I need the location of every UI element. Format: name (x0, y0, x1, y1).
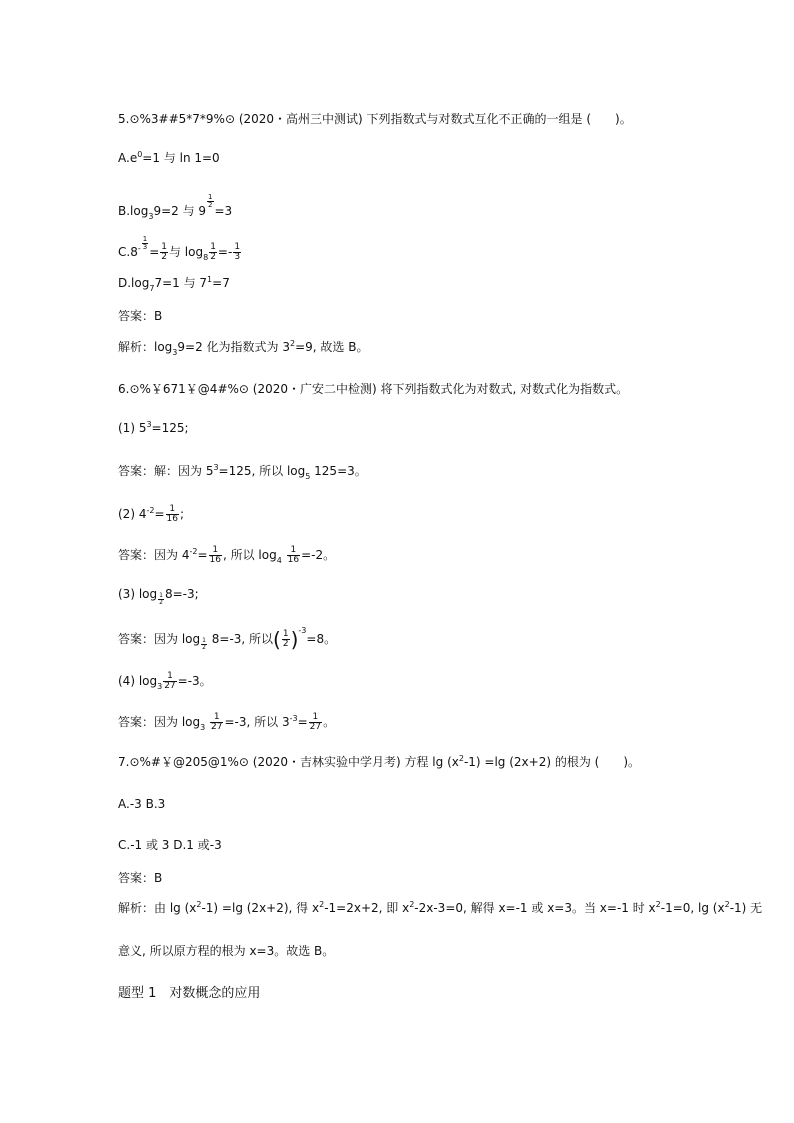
q5-expl-exp: 2 (289, 339, 296, 348)
q5-option-c-exp-fraction (142, 236, 148, 251)
denominator: 2 (202, 644, 206, 651)
q6-a4-fraction-1 (210, 713, 223, 732)
denominator: 27 (164, 681, 176, 691)
right-paren: ) (290, 627, 299, 652)
q5-option-d-text: D.log (118, 276, 150, 290)
q5-option-b (118, 194, 232, 219)
denominator: 2 (159, 599, 163, 606)
denominator: 16 (287, 555, 300, 565)
q6-a1-text: 答案：解：因为 5 (118, 464, 214, 478)
q5-option-c-exp-sign: - (137, 244, 141, 253)
q6-a4-eq: = (297, 715, 308, 729)
section-heading: 题型 1 对数概念的应用 (118, 986, 261, 1001)
q5-option-d-base: 7 (149, 284, 155, 293)
q6-a3-mid: 8=-3, 所以 (207, 632, 274, 646)
q5-option-b-base: 3 (148, 212, 154, 221)
q6-a2-fraction-2 (287, 546, 300, 565)
q5-option-c (118, 236, 242, 262)
q6-part-4 (118, 672, 212, 691)
q5-option-d-rest: =7 (212, 276, 230, 290)
q5-expl-mid: 9=2 化为指数式为 3 (177, 340, 290, 354)
q6-a4-mid: =-3, 所以 3 (224, 715, 290, 729)
q6-answer-3 (118, 626, 337, 652)
q5-option-a-rest: =1 与 ln 1=0 (142, 151, 220, 165)
numerator: 1 (166, 505, 179, 515)
q7-expl-exp-1: 2 (196, 900, 202, 909)
denominator: 2 (161, 252, 167, 262)
q7-expl-1: 解析：由 lg (x (118, 901, 197, 915)
numerator: 1 (208, 193, 213, 201)
q7-title-exp: 2 (458, 754, 464, 763)
q7-explanation-line-2: 意义, 所以原方程的根为 x=3。故选 B。 (118, 944, 335, 958)
q7-expl-7: -2x-3=0, 解得 x=-1 或 x=3。当 x=-1 时 x (414, 901, 656, 915)
q5-option-c-fraction-1 (160, 243, 168, 262)
q5-option-d-mid: 7=1 与 7 (154, 276, 208, 290)
q6-a4-fraction-2 (309, 713, 322, 732)
q7-options-ab: A.-3 B.3 (118, 797, 166, 811)
q6-a3-fraction (282, 630, 290, 649)
q6-p1-exp: 3 (146, 420, 152, 429)
q5-option-c-eq2: =- (217, 245, 233, 259)
q6-a4-exp: -3 (289, 714, 298, 723)
q5-option-c-mid: 与 log (168, 245, 204, 259)
q6-a2-eq: = (197, 548, 208, 562)
q7-expl-exp-4: 2 (655, 900, 661, 909)
q5-option-b-text: B.log (118, 204, 149, 218)
q7-expl-5: -1=2x+2, 即 x (324, 901, 410, 915)
q6-p1-rest: =125; (151, 421, 189, 435)
q6-a4-base: 3 (200, 723, 206, 732)
q6-a2-mid: , 所以 log (222, 548, 277, 562)
q6-p4-rest: =-3。 (177, 674, 212, 688)
q5-option-c-eq: = (149, 245, 160, 259)
left-paren: ( (273, 627, 281, 652)
q7-expl-exp-2: 2 (319, 900, 325, 909)
q6-a2-exp: -2 (189, 547, 198, 556)
q6-title: 6.⊙%￥671￥@4#%⊙ (2020・广安二中检测) 将下列指数式化为对数式, 对数式化为指数式。 (118, 382, 629, 396)
q5-expl-base: 3 (172, 348, 178, 357)
q7-explanation-line-1 (118, 900, 762, 916)
numerator: 1 (202, 637, 206, 644)
q7-expl-exp-3: 2 (409, 900, 415, 909)
q6-a3-exp: -3 (298, 626, 307, 635)
q6-part-2 (118, 505, 184, 524)
q7-expl-exp-5: 2 (724, 900, 730, 909)
denominator: 3 (142, 243, 148, 251)
denominator: 16 (209, 555, 221, 565)
numerator: 1 (142, 235, 148, 243)
q6-a2-base: 4 (276, 556, 282, 565)
q5-expl-text: 解析：log (118, 340, 173, 354)
q5-option-a-exp: 0 (137, 150, 143, 159)
q5-option-a (118, 150, 220, 166)
numerator: 1 (210, 242, 216, 252)
q6-p2-exp: -2 (146, 506, 155, 515)
q7-title (118, 754, 640, 770)
q6-p3-base-fraction (158, 593, 164, 606)
q6-a4-text: 答案：因为 log (118, 715, 201, 729)
q6-p2-text: (2) 4 (118, 507, 147, 521)
q6-part-1 (118, 420, 189, 436)
q6-p4-base: 3 (157, 682, 163, 691)
numerator: 1 (161, 242, 167, 252)
q6-answer-2 (118, 546, 335, 565)
denominator: 2 (210, 252, 216, 262)
denominator: 16 (166, 514, 178, 524)
denominator: 27 (211, 722, 223, 732)
q7-expl-3: -1) =lg (2x+2), 得 x (201, 901, 320, 915)
q6-p2-eq: = (154, 507, 165, 521)
q6-part-3 (118, 586, 199, 606)
numerator: 1 (234, 242, 241, 252)
q6-p4-text: (4) log (118, 674, 158, 688)
denominator: 2 (282, 639, 289, 649)
q6-a1-mid: =125, 所以 log (218, 464, 306, 478)
numerator: 1 (282, 629, 289, 639)
denominator: 27 (309, 722, 322, 732)
q5-answer: 答案：B (118, 309, 163, 323)
q5-option-c-text: C.8 (118, 245, 138, 259)
q6-a1-base: 5 (305, 472, 311, 481)
q6-a3-base-fraction (201, 638, 207, 651)
q6-p3-text: (3) log (118, 587, 158, 601)
q6-p2-fraction (166, 505, 179, 524)
numerator: 1 (210, 713, 223, 723)
q7-title-rest: -1) =lg (2x+2) 的根为 ( )。 (463, 755, 641, 769)
q6-p4-fraction (163, 672, 176, 691)
q6-p2-rest: ; (179, 507, 184, 521)
q6-answer-4 (118, 713, 335, 732)
q5-option-c-fraction-2 (209, 243, 217, 262)
q5-option-d-exp: 1 (207, 275, 213, 284)
q7-title-text: 7.⊙%#￥@205@1%⊙ (2020・吉林实验中学月考) 方程 lg (x (118, 755, 459, 769)
q7-options-cd: C.-1 或 3 D.1 或-3 (118, 838, 222, 852)
q5-option-c-fraction-3 (233, 243, 241, 262)
q5-expl-rest: =9, 故选 B。 (295, 340, 369, 354)
q5-option-a-text: A.e (118, 151, 138, 165)
q6-p1-text: (1) 5 (118, 421, 147, 435)
q6-a2-rest: =-2。 (301, 548, 336, 562)
q5-option-b-rest: =3 (214, 204, 233, 218)
q6-a2-fraction-1 (209, 546, 222, 565)
q5-option-d (118, 275, 230, 291)
numerator: 1 (309, 713, 322, 723)
q6-answer-1 (118, 463, 367, 479)
q7-expl-9: -1=0, lg (x (660, 901, 725, 915)
denominator: 3 (234, 252, 241, 262)
q7-expl-11: -1) 无 (729, 901, 763, 915)
q5-option-b-mid: 9=2 与 9 (153, 204, 207, 218)
q6-a1-exp: 3 (213, 463, 219, 472)
q6-a4-rest: 。 (323, 715, 336, 729)
q6-a3-rest: =8。 (306, 632, 337, 646)
q5-title: 5.⊙%3##5*7*9%⊙ (2020・高州三中测试) 下列指数式与对数式互化不正确的一组是 ( )。 (118, 112, 632, 126)
q5-option-b-exp-fraction (207, 194, 213, 209)
q6-a2-text: 答案：因为 4 (118, 548, 190, 562)
q5-option-c-base: 8 (203, 253, 209, 262)
q6-a3-text: 答案：因为 log (118, 632, 201, 646)
numerator: 1 (287, 546, 300, 556)
q7-answer: 答案：B (118, 871, 163, 885)
q5-explanation (118, 339, 368, 355)
denominator: 2 (208, 201, 213, 209)
numerator: 1 (163, 672, 176, 682)
q6-p3-rest: 8=-3; (164, 587, 199, 601)
numerator: 1 (159, 592, 163, 599)
numerator: 1 (209, 546, 222, 556)
q6-a1-rest: 125=3。 (310, 464, 367, 478)
